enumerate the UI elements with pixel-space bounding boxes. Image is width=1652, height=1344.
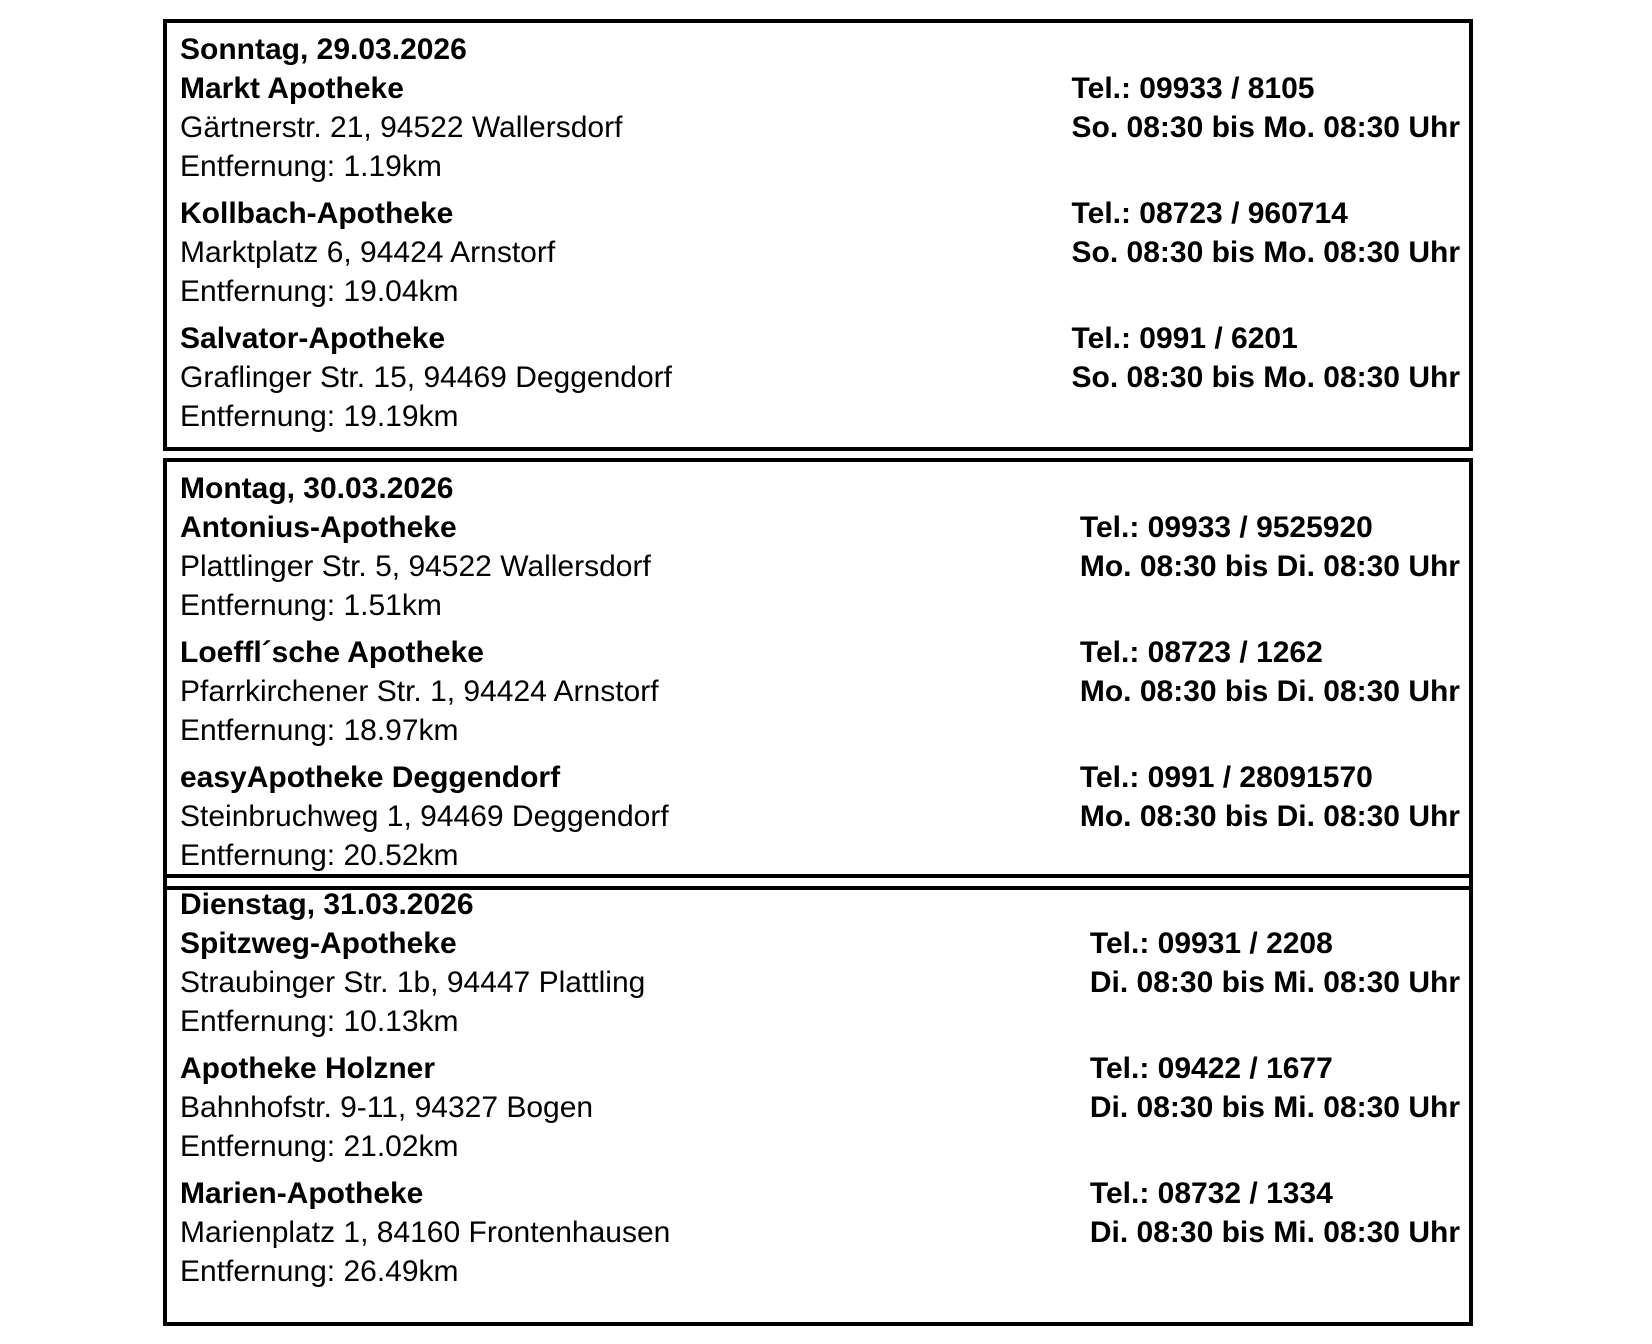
- pharmacy-contact: [1090, 1174, 1460, 1291]
- pharmacy-name: Kollbach-Apotheke: [180, 197, 454, 230]
- day-section: [163, 458, 1473, 890]
- pharmacy-distance: Entfernung: 10.13km: [180, 1005, 459, 1038]
- pharmacy-hours: So. 08:30 bis Mo. 08:30 Uhr: [1071, 236, 1460, 269]
- pharmacy-distance: Entfernung: 26.49km: [180, 1255, 459, 1288]
- pharmacy-name: Marien-Apotheke: [180, 1177, 424, 1210]
- pharmacy-hours: So. 08:30 bis Mo. 08:30 Uhr: [1071, 361, 1460, 394]
- day-title: Montag, 30.03.2026: [180, 472, 454, 505]
- pharmacy-info: [180, 508, 651, 625]
- pharmacy-hours: Mo. 08:30 bis Di. 08:30 Uhr: [1079, 675, 1460, 708]
- pharmacy-name: Antonius-Apotheke: [180, 511, 457, 544]
- pharmacy-hours: Mo. 08:30 bis Di. 08:30 Uhr: [1079, 800, 1460, 833]
- pharmacy-hours: Mo. 08:30 bis Di. 08:30 Uhr: [1079, 550, 1460, 583]
- pharmacy-phone: Tel.: 09931 / 2208: [1089, 927, 1333, 960]
- pharmacy-address: Pfarrkirchener Str. 1, 94424 Arnstorf: [180, 675, 659, 708]
- pharmacy-phone: Tel.: 09933 / 8105: [1071, 72, 1315, 105]
- day-title: Dienstag, 31.03.2026: [180, 888, 474, 921]
- pharmacy-entry: [180, 758, 1460, 875]
- pharmacy-phone: Tel.: 09422 / 1677: [1089, 1052, 1333, 1085]
- pharmacy-info: [180, 69, 622, 186]
- pharmacy-address: Gärtnerstr. 21, 94522 Wallersdorf: [180, 111, 623, 144]
- pharmacy-hours: Di. 08:30 bis Mi. 08:30 Uhr: [1089, 1091, 1460, 1124]
- day-section: [163, 19, 1473, 451]
- pharmacy-address: Graflinger Str. 15, 94469 Deggendorf: [180, 361, 672, 394]
- pharmacy-address: Straubinger Str. 1b, 94447 Plattling: [180, 966, 646, 999]
- pharmacy-hours: Di. 08:30 bis Mi. 08:30 Uhr: [1089, 966, 1460, 999]
- pharmacy-contact: [1072, 319, 1460, 436]
- pharmacy-phone: Tel.: 08723 / 960714: [1071, 197, 1348, 230]
- pharmacy-phone: Tel.: 08723 / 1262: [1079, 636, 1323, 669]
- pharmacy-name: easyApotheke Deggendorf: [180, 761, 561, 794]
- pharmacy-distance: Entfernung: 19.19km: [180, 400, 459, 433]
- pharmacy-hours: Di. 08:30 bis Mi. 08:30 Uhr: [1089, 1216, 1460, 1249]
- pharmacy-info: [180, 319, 672, 436]
- pharmacy-distance: Entfernung: 19.04km: [180, 275, 459, 308]
- pharmacy-name: Salvator-Apotheke: [180, 322, 446, 355]
- pharmacy-phone: Tel.: 0991 / 6201: [1071, 322, 1298, 355]
- pharmacy-address: Plattlinger Str. 5, 94522 Wallersdorf: [180, 550, 651, 583]
- pharmacy-info: [180, 633, 659, 750]
- pharmacy-phone: Tel.: 09933 / 9525920: [1079, 511, 1373, 544]
- pharmacy-contact: [1090, 1049, 1460, 1166]
- pharmacy-entry: [180, 924, 1460, 1041]
- pharmacy-info: [180, 1174, 670, 1291]
- pharmacy-entry: [180, 1174, 1460, 1291]
- pharmacy-entry: [180, 69, 1460, 186]
- pharmacy-distance: Entfernung: 1.19km: [180, 150, 442, 183]
- pharmacy-info: [180, 194, 555, 311]
- pharmacy-contact: [1080, 758, 1460, 875]
- pharmacy-name: Spitzweg-Apotheke: [180, 927, 457, 960]
- pharmacy-entry: [180, 633, 1460, 750]
- pharmacy-address: Bahnhofstr. 9-11, 94327 Bogen: [180, 1091, 594, 1124]
- pharmacy-contact: [1072, 69, 1460, 186]
- pharmacy-name: Markt Apotheke: [180, 72, 404, 105]
- pharmacy-name: Apotheke Holzner: [180, 1052, 436, 1085]
- pharmacy-distance: Entfernung: 1.51km: [180, 589, 442, 622]
- pharmacy-entry: [180, 319, 1460, 436]
- pharmacy-address: Steinbruchweg 1, 94469 Deggendorf: [180, 800, 669, 833]
- pharmacy-address: Marktplatz 6, 94424 Arnstorf: [180, 236, 556, 269]
- pharmacy-entry: [180, 1049, 1460, 1166]
- day-section: [163, 874, 1473, 1326]
- pharmacy-hours: So. 08:30 bis Mo. 08:30 Uhr: [1071, 111, 1460, 144]
- pharmacy-contact: [1080, 633, 1460, 750]
- pharmacy-info: [180, 1049, 593, 1166]
- pharmacy-distance: Entfernung: 21.02km: [180, 1130, 459, 1163]
- pharmacy-entry: [180, 194, 1460, 311]
- pharmacy-address: Marienplatz 1, 84160 Frontenhausen: [180, 1216, 671, 1249]
- pharmacy-distance: Entfernung: 18.97km: [180, 714, 459, 747]
- pharmacy-contact: [1080, 508, 1460, 625]
- pharmacy-info: [180, 758, 669, 875]
- pharmacy-phone: Tel.: 08732 / 1334: [1089, 1177, 1333, 1210]
- pharmacy-distance: Entfernung: 20.52km: [180, 839, 459, 872]
- day-title: Sonntag, 29.03.2026: [180, 33, 467, 66]
- pharmacy-contact: [1072, 194, 1460, 311]
- pharmacy-contact: [1090, 924, 1460, 1041]
- pharmacy-name: Loeffl´sche Apotheke: [180, 636, 484, 669]
- pharmacy-phone: Tel.: 0991 / 28091570: [1079, 761, 1373, 794]
- pharmacy-entry: [180, 508, 1460, 625]
- pharmacy-info: [180, 924, 645, 1041]
